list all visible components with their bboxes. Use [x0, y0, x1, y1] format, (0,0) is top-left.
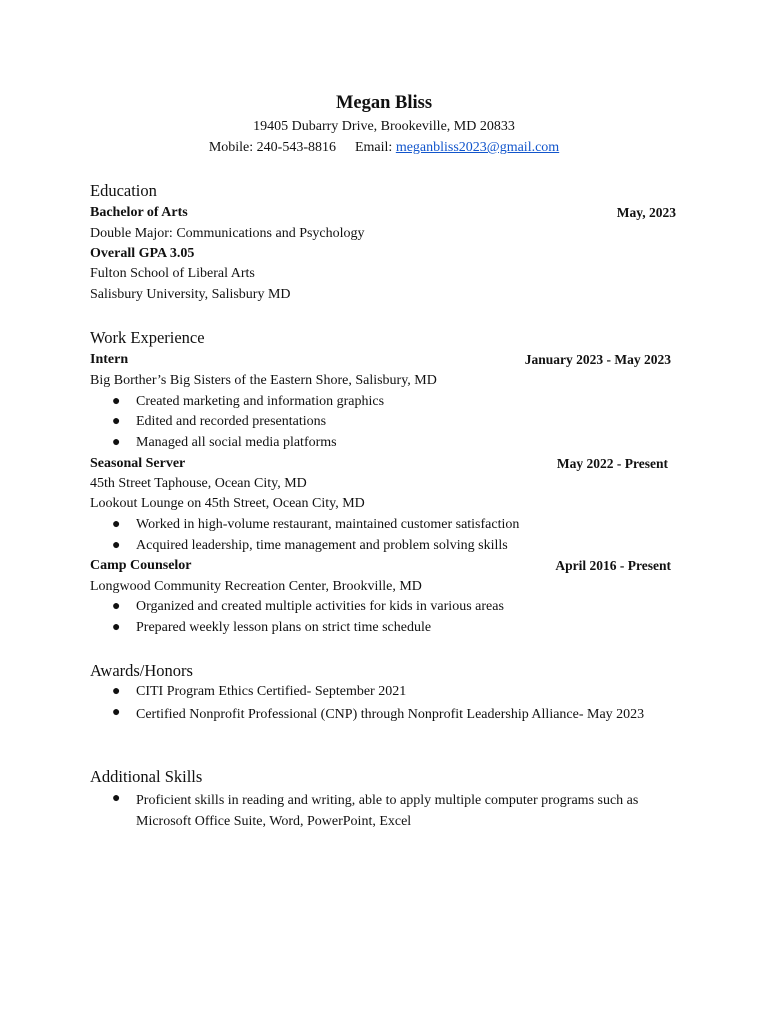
job-place: 45th Street Taphouse, Ocean City, MD — [90, 476, 307, 491]
email-link[interactable]: meganbliss2023@gmail.com — [395, 140, 560, 155]
job-bullet: Created marketing and information graphics — [136, 394, 385, 409]
bullet-icon: ● — [112, 791, 121, 806]
job-place: Lookout Lounge on 45th Street, Ocean City, MD — [90, 496, 365, 511]
bullet-icon: ● — [112, 435, 121, 450]
award-item: CITI Program Ethics Certified- September 2021 — [136, 684, 407, 699]
job-bullet: Prepared weekly lesson plans on strict time schedule — [136, 620, 432, 635]
email-label: Email: — [354, 140, 393, 155]
job-date: April 2016 - Present — [555, 558, 671, 573]
job-bullet: Organized and created multiple activities for kids in various areas — [136, 599, 504, 614]
degree-date: May, 2023 — [616, 205, 676, 220]
job-place: Longwood Community Recreation Center, Brookville, MD — [90, 579, 422, 594]
bullet-icon: ● — [112, 705, 121, 720]
major-line: Double Major: Communications and Psychology — [90, 226, 365, 241]
job-bullet: Edited and recorded presentations — [136, 414, 327, 429]
job-title: Seasonal Server — [90, 456, 186, 471]
bullet-icon: ● — [112, 517, 121, 532]
contact-line — [0, 140, 768, 156]
school-line: Fulton School of Liberal Arts — [90, 266, 255, 281]
award-item: Certified Nonprofit Professional (CNP) through Nonprofit Leadership Alliance- May 2023 — [136, 707, 645, 722]
work-heading: Work Experience — [90, 328, 205, 347]
job-date: May 2022 - Present — [556, 456, 668, 471]
bullet-icon: ● — [112, 684, 121, 699]
education-heading: Education — [90, 181, 157, 200]
university-line: Salisbury University, Salisbury MD — [90, 287, 291, 302]
bullet-icon: ● — [112, 538, 121, 553]
resume-name: Megan Bliss — [335, 93, 433, 113]
job-bullet: Managed all social media platforms — [136, 435, 337, 450]
address-line: 19405 Dubarry Drive, Brookeville, MD 20833 — [253, 119, 515, 134]
bullet-icon: ● — [112, 620, 121, 635]
degree-title: Bachelor of Arts — [90, 205, 188, 220]
bullet-icon: ● — [112, 394, 121, 409]
job-place: Big Borther’s Big Sisters of the Eastern Shore, Salisbury, MD — [90, 373, 437, 388]
bullet-icon: ● — [112, 414, 121, 429]
awards-heading: Awards/Honors — [90, 661, 193, 680]
job-title: Intern — [90, 352, 129, 367]
skill-item: Proficient skills in reading and writing, able to apply multiple computer programs such as Microsoft Office Suite, Word, PowerPoint, Excel — [136, 793, 639, 829]
mobile-number: 240-543-8816 — [256, 140, 336, 155]
job-bullet: Worked in high-volume restaurant, maintained customer satisfaction — [136, 517, 520, 532]
job-bullet: Acquired leadership, time management and problem solving skills — [136, 538, 508, 553]
gpa-line: Overall GPA 3.05 — [90, 246, 195, 261]
skills-heading: Additional Skills — [90, 767, 203, 786]
bullet-icon: ● — [112, 599, 121, 614]
job-date: January 2023 - May 2023 — [524, 352, 671, 367]
mobile-label: Mobile: — [208, 140, 254, 155]
job-title: Camp Counselor — [90, 558, 192, 573]
